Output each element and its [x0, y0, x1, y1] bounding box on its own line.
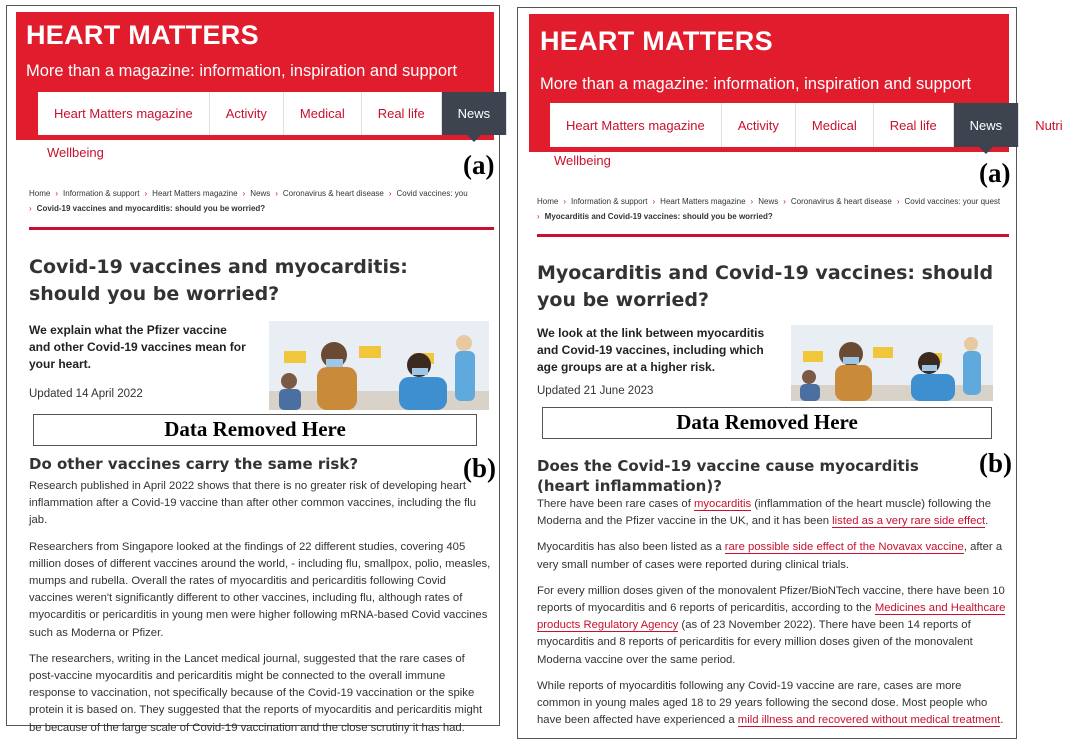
paragraph: The researchers, writing in the Lancet medical journal, suggested that the rare cases of post-vaccine myocarditis and pericarditis might be connected to the overall immune response to vaccination, not specifically because of the Covid-19 vaccination or the spike protein it is based on. They suggested that the reports of myocarditis and pericarditis might be because of the large scale of Covid-19 vaccination and the close scrutiny it has had. [29, 652, 483, 734]
data-removed-notice: Data Removed Here [542, 407, 992, 439]
breadcrumb-home[interactable]: Home [537, 197, 559, 206]
article-body [537, 496, 1007, 738]
vaccination-photo [269, 321, 489, 410]
vaccination-photo [791, 325, 993, 401]
paragraph: Myocarditis has also been listed as a rare possible side effect of the Novavax vaccine, after a very small number of cases were reported during clinical trials. [537, 541, 1003, 571]
panel-label-b: (b) [463, 453, 496, 483]
site-tagline: More than a magazine: information, inspiration and support [26, 62, 458, 80]
breadcrumb-magazine[interactable]: Heart Matters magazine [152, 189, 238, 198]
main-nav [38, 92, 507, 135]
chevron-right-icon: › [652, 197, 656, 206]
chevron-right-icon: › [388, 189, 392, 198]
site-tagline: More than a magazine: information, inspiration and support [540, 75, 972, 93]
chevron-right-icon: › [537, 212, 540, 221]
article-title: Myocarditis and Covid-19 vaccines: should you be worried? [537, 262, 994, 311]
link-mild-illness[interactable]: mild illness and recovered without medical treatment [737, 714, 1001, 727]
breadcrumb-home[interactable]: Home [29, 189, 51, 198]
chevron-right-icon: › [563, 197, 567, 206]
panel-old-version [6, 5, 500, 734]
panel-new-version [517, 7, 1063, 739]
breadcrumb-magazine[interactable]: Heart Matters magazine [660, 197, 746, 206]
main-nav [550, 103, 1079, 147]
breadcrumb-coronavirus[interactable]: Coronavirus & heart disease [282, 189, 384, 198]
panel-label-a: (a) [979, 158, 1011, 188]
chevron-right-icon: › [750, 197, 754, 206]
nav-medical[interactable]: Medical [284, 92, 362, 135]
site-header [529, 14, 1063, 152]
nav-wellbeing[interactable]: Wellbeing [47, 145, 104, 160]
paragraph: For every million doses given of the monovalent Pfizer/BioNTech vaccine, there have been 10 reports of myocarditis and 6 reports of pericarditis, according to the Medicines and Healthcare products Regulatory Agency (as of 23 November 2022). There have been 14 reports of myocarditis and 8 reports of pericarditis for every million doses given of the monovalent Moderna vaccine over the same period. [537, 584, 1006, 666]
data-removed-notice: Data Removed Here [33, 414, 477, 446]
paragraph: While reports of myocarditis following any Covid-19 vaccine are rare, cases are more common in young males aged 18 to 29 years following the second dose. Most people who have been affected have experienced a mild illness and recovered without medical treatment. [537, 679, 1004, 727]
panel-label-b: (b) [979, 448, 1012, 478]
paragraph: Research published in April 2022 shows that there is no greater risk of developing heart inflammation after a Covid-19 vaccine than after other common vaccines, including the flu jab. [29, 480, 477, 527]
section-heading: Do other vaccines carry the same risk? [29, 455, 359, 473]
breadcrumb-covid-vaccines[interactable]: Covid vaccines: your quest [904, 197, 1001, 206]
breadcrumb [29, 186, 499, 216]
title-divider [537, 234, 1009, 237]
site-logo[interactable]: HEART MATTERS [26, 20, 259, 50]
breadcrumb-info-support[interactable]: Information & support [571, 197, 648, 206]
title-divider [29, 227, 494, 230]
breadcrumb-current: Myocarditis and Covid-19 vaccines: should you be worried? [544, 212, 773, 221]
site-header [16, 12, 494, 140]
chevron-right-icon: › [144, 189, 148, 198]
chevron-right-icon: › [275, 189, 278, 198]
chevron-right-icon: › [896, 197, 900, 206]
breadcrumb-info-support[interactable]: Information & support [63, 189, 140, 198]
link-myocarditis[interactable]: myocarditis [694, 498, 752, 510]
breadcrumb-coronavirus[interactable]: Coronavirus & heart disease [790, 197, 892, 206]
chevron-right-icon: › [55, 189, 59, 198]
nav-news[interactable]: News [442, 92, 508, 135]
article-intro: We look at the link between myocarditis and Covid-19 vaccines, including which age groups are at a higher risk. [537, 326, 765, 374]
nav-real-life[interactable]: Real life [874, 103, 954, 147]
section-heading: Does the Covid-19 vaccine cause myocarditis (heart inflammation)? [537, 457, 919, 495]
article-intro: We explain what the Pfizer vaccine and other Covid-19 vaccines mean for your heart. [29, 323, 246, 371]
nav-heart-matters-magazine[interactable]: Heart Matters magazine [38, 92, 210, 135]
nav-real-life[interactable]: Real life [362, 92, 442, 135]
link-novavax-side-effect[interactable]: rare possible side effect of the Novavax vaccine [724, 541, 964, 554]
nav-medical[interactable]: Medical [796, 103, 874, 147]
nav-nutrition[interactable]: Nutri [1035, 117, 1063, 133]
chevron-right-icon: › [29, 204, 32, 213]
article-title: Covid-19 vaccines and myocarditis: should you be worried? [29, 256, 408, 305]
breadcrumb [537, 194, 1015, 224]
paragraph: There have been rare cases of myocarditis (inflammation of the heart muscle) following the Moderna and the Pfizer vaccine in the UK, and it has been listed as a very rare side effect. [537, 498, 991, 528]
updated-date: Updated 14 April 2022 [29, 388, 143, 400]
chevron-right-icon: › [242, 189, 246, 198]
article-body [29, 478, 491, 746]
nav-wellbeing[interactable]: Wellbeing [554, 153, 611, 168]
nav-activity[interactable]: Activity [210, 92, 284, 135]
site-logo[interactable]: HEART MATTERS [540, 26, 773, 56]
breadcrumb-covid-vaccines[interactable]: Covid vaccines: you [396, 189, 468, 198]
nav-news[interactable]: News [954, 103, 1020, 147]
link-very-rare-side-effect[interactable]: listed as a very rare side effect [832, 515, 986, 528]
chevron-right-icon: › [783, 197, 786, 206]
breadcrumb-news[interactable]: News [758, 197, 779, 206]
breadcrumb-current: Covid-19 vaccines and myocarditis: should you be worried? [36, 204, 266, 213]
panel-label-a: (a) [463, 150, 495, 180]
nav-heart-matters-magazine[interactable]: Heart Matters magazine [550, 103, 722, 147]
nav-activity[interactable]: Activity [722, 103, 796, 147]
updated-date: Updated 21 June 2023 [537, 385, 654, 397]
paragraph: Researchers from Singapore looked at the findings of 22 different studies, covering 405 million doses of different vaccines around the world, - including flu, smallpox, polio, measles, mumps and rubella. Overall the rates of myocarditis and pericarditis following Covid vaccines weren't significantly different to other vaccines, including flu, although rates of myocarditis or pericarditis in young men were higher following mRNA-based Covid vaccines such as Moderna or Pfizer. [29, 540, 491, 639]
link-mhra[interactable]: Medicines and Healthcare products Regulatory Agency [537, 602, 1006, 632]
breadcrumb-news[interactable]: News [250, 189, 271, 198]
